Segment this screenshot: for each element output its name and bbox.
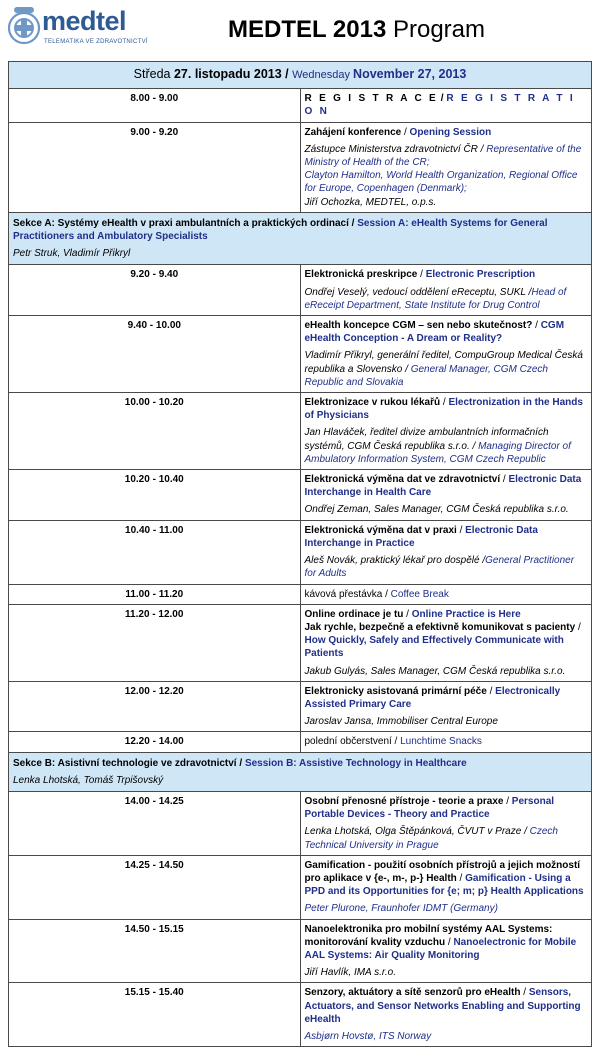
slot-content: Elektronizace v rukou lékařů / Electronization in the Hands of Physicians Jan Hlaváček, ředitel divize ambulantních informačních systémů, CGM Česká republika s.r.o. / Managing Director of Ambulatory Information System, CGM Czech Republic (300, 393, 592, 470)
day-sep: / (281, 67, 293, 81)
slot-time: 10.40 - 11.00 (9, 520, 301, 584)
program-row (9, 681, 592, 732)
slot-time: 9.20 - 9.40 (9, 265, 301, 316)
day-en-prefix: Wednesday (292, 69, 354, 81)
program-row (9, 791, 592, 855)
day-header (9, 62, 592, 89)
slot-time: 14.50 - 15.15 (9, 919, 301, 983)
program-row (9, 393, 592, 470)
slot-time: 15.15 - 15.40 (9, 983, 301, 1047)
slot-content: Elektronická výměna dat ve zdravotnictví / Electronic Data Interchange in Health Care Ondřej Zeman, Sales Manager, CGM Česká republika s.r.o. (300, 470, 592, 521)
section-chairs: Petr Struk, Vladimír Přikryl (13, 248, 131, 260)
section-header-a: Sekce A: Systémy eHealth v praxi ambulantních a praktických ordinací / Session A: eHealth Systems for General Practitioners and Ambulatory Specialists Petr Struk, Vladimír Přikryl (9, 212, 592, 265)
slot-content: Senzory, aktuátory a sítě senzorů pro eHealth / Sensors, Actuators, and Sensor Networks Enabling and Supporting eHealth Asbjørn Hovstø, ITS Norway (300, 983, 592, 1047)
program-row (9, 604, 592, 681)
page-title (228, 16, 485, 44)
slot-time: 9.00 - 9.20 (9, 122, 301, 212)
program-row (9, 520, 592, 584)
day-en-date: November 27, 2013 (353, 67, 467, 81)
slot-content: Nanoelektronika pro mobilní systémy AAL Systems: monitorování kvality vzduchu / Nanoelectronic for Mobile AAL Systems: Air Quality Monitoring Jiří Havlík, IMA s.r.o. (300, 919, 592, 983)
section-header-b: Sekce B: Asistivní technologie ve zdravotnictví / Session B: Assistive Technology in Healthcare Lenka Lhotská, Tomáš Trpišovský (9, 752, 592, 791)
slot-time: 11.00 - 11.20 (9, 584, 301, 604)
program-row (9, 584, 592, 604)
slot-time: 11.20 - 12.00 (9, 604, 301, 681)
slot-time: 12.20 - 14.00 (9, 732, 301, 752)
page-title-bold: MEDTEL 2013 (228, 16, 387, 43)
slot-time: 12.00 - 12.20 (9, 681, 301, 732)
page-title-rest: Program (386, 16, 485, 43)
slot-content: kávová přestávka / Coffee Break (300, 584, 592, 604)
logo-wordmark: medtel (42, 6, 127, 36)
program-row (9, 919, 592, 983)
logo-tagline: TELEMATIKA VE ZDRAVOTNICTVÍ (44, 39, 148, 45)
slot-content: Elektronická výměna dat v praxi / Electronic Data Interchange in Practice Aleš Novák, praktický lékař pro dospělé /General Practitioner for Adults (300, 520, 592, 584)
medtel-logo-icon (4, 4, 44, 48)
slot-time: 14.00 - 14.25 (9, 791, 301, 855)
slot-content: eHealth koncepce CGM – sen nebo skutečnost? / CGM eHealth Conception - A Dream or Reality? Vladimír Přikryl, generální ředitel, CompuGroup Medical Česká republika a Slovensko / General Manager, CGM Czech Republic and Slovakia (300, 316, 592, 393)
slot-content: Zahájení konference / Opening Session Zástupce Ministerstva zdravotnictví ČR / Representative of the Ministry of Health of the CR; Clayton Hamilton, World Health Organization, Regional Office for Europe, Copenhagen (Denmark); Jiří Ochozka, MEDTEL, o.p.s. (300, 122, 592, 212)
program-table (8, 61, 592, 1047)
program-row (9, 265, 592, 316)
slot-content: Gamification - použití osobních přístrojů a jejich možností pro aplikace v {e-, m-, p-} Health / Gamification - Using a PPD and its Opportunities for {e; m; p} Health Applications Peter Plurone, Fraunhofer IDMT (Germany) (300, 855, 592, 919)
program-row (9, 316, 592, 393)
program-row (9, 732, 592, 752)
slot-content: Online ordinace je tu / Online Practice is Here Jak rychle, bezpečně a efektivně komunikovat s pacienty / How Quickly, Safely and Effectively Communicate with Patients Jakub Gulyás, Sales Manager, CGM Česká republika s.r.o. (300, 604, 592, 681)
slot-time: 10.20 - 10.40 (9, 470, 301, 521)
slot-content: R E G I S T R A C E / R E G I S T R A T I O N (300, 89, 592, 122)
slot-time: 14.25 - 14.50 (9, 855, 301, 919)
slot-time: 9.40 - 10.00 (9, 316, 301, 393)
medtel-logo (4, 4, 148, 54)
day-header-row (9, 62, 592, 89)
program-row (9, 89, 592, 122)
slot-content: Elektronicky asistovaná primární péče / Electronically Assisted Primary Care Jaroslav Jansa, Immobiliser Central Europe (300, 681, 592, 732)
program-row (9, 855, 592, 919)
day-cz-prefix: Středa (133, 67, 174, 81)
program-row (9, 470, 592, 521)
slot-content: Elektronická preskripce / Electronic Prescription Ondřej Veselý, vedoucí oddělení eReceptu, SUKL /Head of eReceipt Department, State Institute for Drug Control (300, 265, 592, 316)
page-header (0, 0, 600, 60)
day-cz-date: 27. listopadu 2013 (173, 67, 282, 81)
slot-time: 10.00 - 10.20 (9, 393, 301, 470)
section-chairs: Lenka Lhotská, Tomáš Trpišovský (13, 774, 164, 786)
program-row (9, 122, 592, 212)
slot-content: polední občerstvení / Lunchtime Snacks (300, 732, 592, 752)
slot-time: 8.00 - 9.00 (9, 89, 301, 122)
slot-content: Osobní přenosné přístroje - teorie a praxe / Personal Portable Devices - Theory and Practice Lenka Lhotská, Olga Štěpánková, ČVUT v Praze / Czech Technical University in Prague (300, 791, 592, 855)
program-row (9, 983, 592, 1047)
